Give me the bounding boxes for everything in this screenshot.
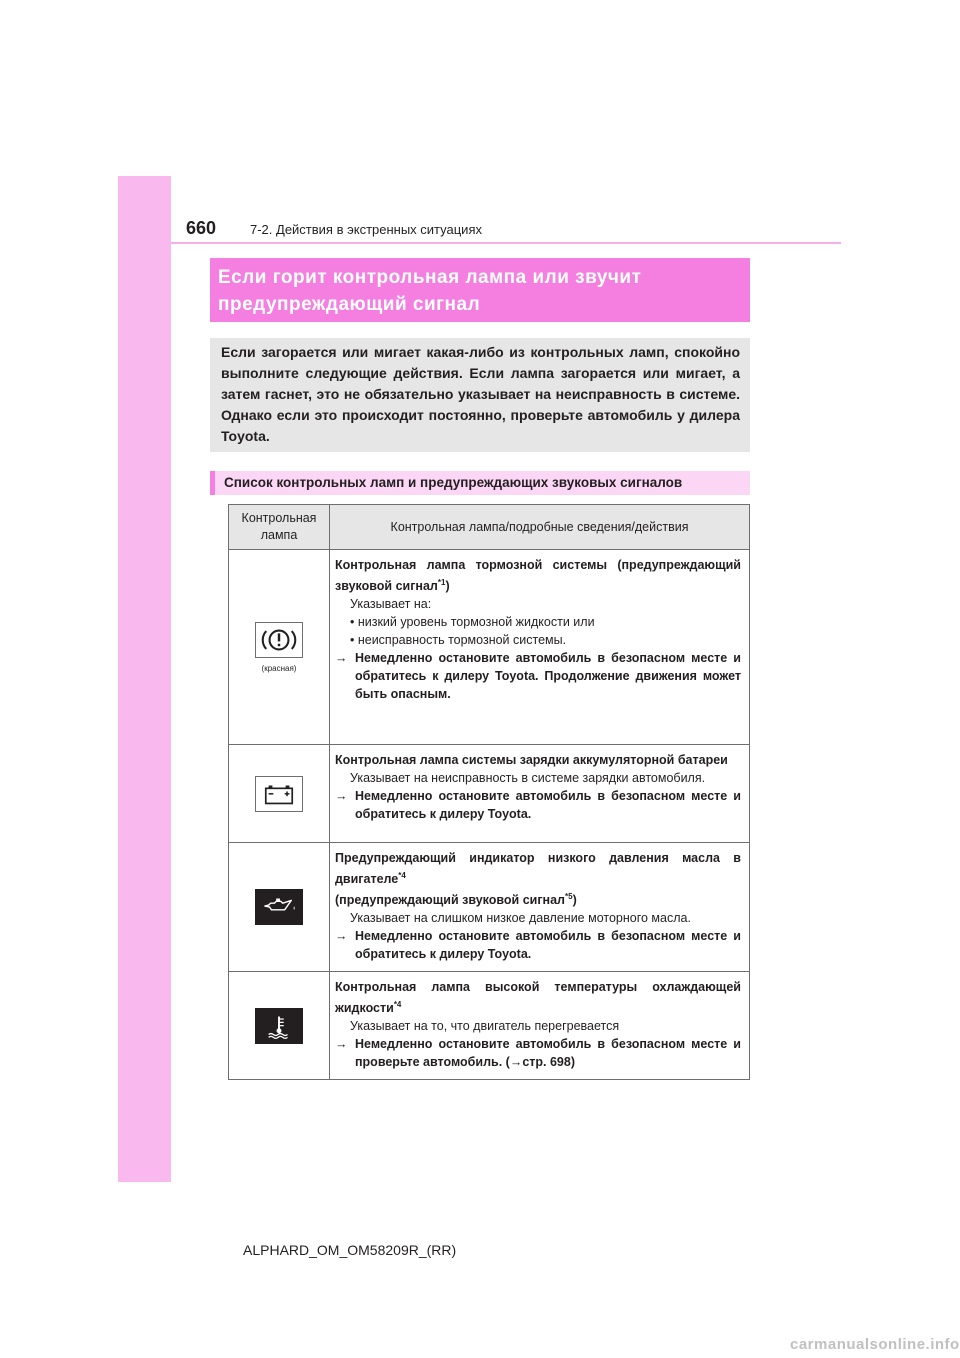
list-item: • неисправность тормозной системы.	[350, 633, 567, 647]
icon-cell	[229, 843, 330, 972]
arrow-icon: →	[335, 651, 348, 665]
lamp-description: Указывает на неисправность в системе зарядки автомобиля.	[350, 771, 706, 785]
arrow-icon: →	[335, 789, 348, 803]
subheading: Список контрольных ламп и предупреждающих звуковых сигналов	[210, 471, 750, 495]
intro-text: Если загорается или мигает какая-либо из контрольных ламп, спокойно выполните следующие действия. Если лампа загорается или мигает, а затем гаснет, это не обязательно указывает на неисправность в системе. Однако если это происходит постоянно, проверьте автомобиль у дилера Toyota.	[221, 344, 740, 444]
lamp-details	[330, 745, 750, 843]
icon-cell	[229, 972, 330, 1080]
table-header-row	[229, 505, 750, 550]
lamp-details	[330, 550, 750, 745]
page-title-box	[210, 258, 750, 322]
lamp-details	[330, 843, 750, 972]
table-row	[229, 972, 750, 1080]
battery-icon	[255, 776, 303, 812]
warning-lamps-table	[228, 504, 750, 1080]
table-row	[229, 745, 750, 843]
coolant-temperature-icon	[255, 1008, 303, 1044]
page-title-line2: предупреждающий сигнал	[218, 294, 481, 315]
lamp-title: Предупреждающий индикатор низкого давления масла в двигателе$^{*4}$	[335, 851, 741, 886]
watermark: carmanualsonline.info	[790, 1336, 960, 1353]
lamp-title: Контрольная лампа тормозной системы (предупреждающий звуковой сигнал$^{*1}$)	[335, 558, 741, 593]
lamp-details	[330, 972, 750, 1080]
oil-pressure-icon	[255, 889, 303, 925]
lamp-title-alarm: (предупреждающий звуковой сигнал$^{*5}$)	[335, 892, 577, 907]
header-rule	[171, 242, 841, 244]
arrow-icon: →	[335, 929, 348, 943]
brake-warning-icon	[255, 622, 303, 658]
icon-cell	[229, 745, 330, 843]
table-row	[229, 843, 750, 972]
lamp-action: → Немедленно остановите автомобиль в безопасном месте и обратитесь к дилеру Toyota.	[335, 929, 741, 961]
icon-caption: (красная)	[261, 663, 297, 673]
lamp-title: Контрольная лампа высокой температуры охлаждающей жидкости$^{*4}$	[335, 980, 741, 1015]
lamp-action: → Немедленно остановите автомобиль в безопасном месте и обратитесь к дилеру Toyota. Продолжение движения может быть опасным.	[335, 651, 741, 701]
document-code: ALPHARD_OM_OM58209R_(RR)	[243, 1242, 457, 1258]
side-band	[118, 176, 171, 1182]
lamp-title: Контрольная лампа системы зарядки аккумуляторной батареи	[335, 753, 728, 767]
arrow-icon: →	[335, 1037, 348, 1051]
section-title: 7-2. Действия в экстренных ситуациях	[250, 222, 482, 237]
icon-cell	[229, 550, 330, 745]
list-item: • низкий уровень тормозной жидкости или	[350, 615, 595, 629]
intro-box	[210, 338, 750, 452]
table-row	[229, 550, 750, 745]
lamp-description: Указывает на слишком низкое давление моторного масла.	[350, 911, 691, 925]
page-number: 660	[186, 218, 217, 238]
lamp-action: → Немедленно остановите автомобиль в безопасном месте и обратитесь к дилеру Toyota.	[335, 789, 741, 821]
lamp-description: Указывает на то, что двигатель перегревается	[350, 1019, 620, 1033]
page-title-line1: Если горит контрольная лампа или звучит	[218, 267, 642, 288]
lamp-action: → Немедленно остановите автомобиль в безопасном месте и проверьте автомобиль. (→стр. 698)	[335, 1037, 741, 1069]
column-header-lamp: Контрольная лампа	[229, 505, 330, 550]
column-header-details: Контрольная лампа/подробные сведения/действия	[330, 505, 750, 550]
lamp-description: Указывает на:	[350, 597, 432, 611]
